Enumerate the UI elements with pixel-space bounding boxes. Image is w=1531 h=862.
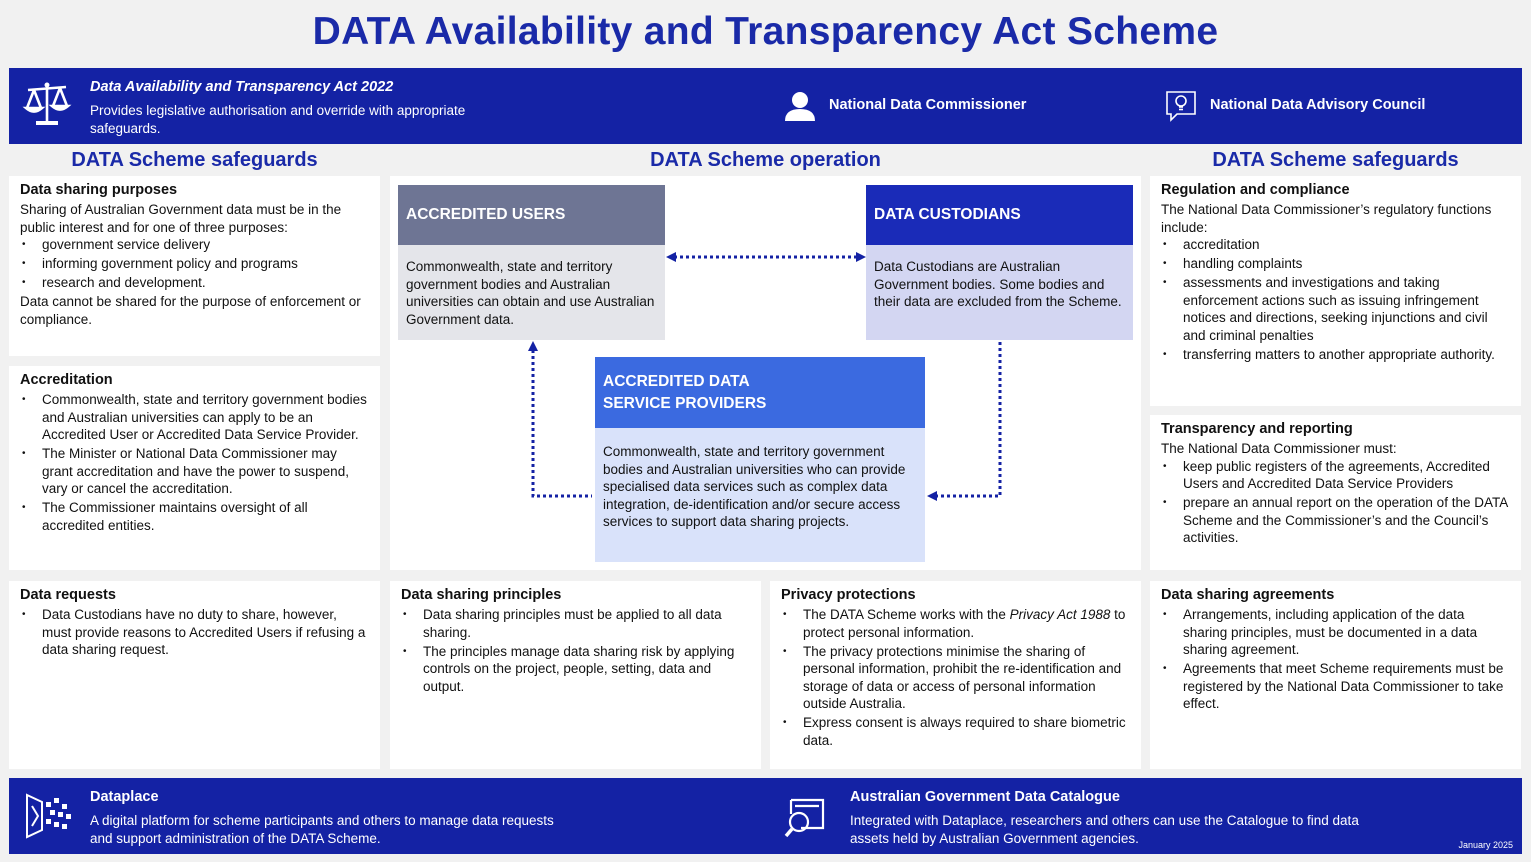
date-label: January 2025 [1458,840,1513,850]
privacy-panel [770,581,1141,769]
list-item: • government service delivery [20,236,369,254]
scales-icon [22,80,72,135]
accreditation-panel [9,366,380,570]
purposes-panel [9,176,380,356]
service-providers-title-line: SERVICE PROVIDERS [603,395,767,412]
dataplace-description: A digital platform for scheme participants and others to manage data requests and support administration of the DATA Scheme. [90,813,554,846]
list-item: • Commonwealth, state and territory government bodies and Australian universities can apply to be an Accredited User or Accredited Data Service Provider. [20,391,369,444]
principles-heading: Data sharing principles [401,587,562,603]
dataplace-title: Dataplace [90,789,159,805]
list-item: • assessments and investigations and taking enforcement actions such as issuing infringement notices and directions, seeking injunctions and civil and criminal penalties [1161,274,1510,344]
page-title: DATA Availability and Transparency Act Scheme [312,10,1219,53]
list-item: • The DATA Scheme works with the Privacy Act 1988 to protect personal information. [781,606,1130,641]
arrow-head [528,341,538,351]
transparency-panel [1150,415,1521,570]
footer-banner [9,778,1522,854]
accredited-users-body: Commonwealth, state and territory government bodies and Australian universities can obtain and use Australian Government data. [398,245,665,340]
requests-heading: Data requests [20,587,116,603]
data-custodians-body: Data Custodians are Australian Government bodies. Some bodies and their data are excluded from the Scheme. [866,245,1133,340]
list-item: • The privacy protections minimise the sharing of personal information, prohibit the re-identification and storage of data or access of personal information outside Australia. [781,643,1130,713]
lightbulb-chat-icon [1165,90,1197,127]
purposes-intro: Sharing of Australian Government data must be in the public interest and for one of three purposes: [20,202,342,235]
person-icon [784,91,816,126]
list-item: • The Commissioner maintains oversight of all accredited entities. [20,499,369,534]
list-item: • transferring matters to another appropriate authority. [1161,346,1510,364]
dataplace-icon [24,792,74,845]
regulation-panel [1150,176,1521,406]
list-item: • Express consent is always required to share biometric data. [781,714,1130,749]
left-section-heading: DATA Scheme safeguards [71,149,318,171]
custodians-to-providers-arrow [936,342,1000,496]
act-description: Provides legislative authorisation and override with appropriate safeguards. [90,103,466,136]
center-section-heading: DATA Scheme operation [650,149,881,171]
catalogue-description: Integrated with Dataplace, researchers and others can use the Catalogue to find data assets held by Australian Government agencies. [850,813,1359,846]
list-item: • Agreements that meet Scheme requirements must be registered by the National Data Commissioner to take effect. [1161,660,1510,713]
act-banner [9,68,1522,144]
accreditation-heading: Accreditation [20,372,113,388]
accredited-users-title: ACCREDITED USERS [398,185,665,245]
list-item: • keep public registers of the agreements, Accredited Users and Accredited Data Service Providers [1161,458,1510,493]
list-item: • accreditation [1161,236,1510,254]
regulation-heading: Regulation and compliance [1161,182,1350,198]
list-item: • informing government policy and programs [20,255,369,273]
flow-arrows [390,176,1141,570]
regulation-intro: The National Data Commissioner’s regulatory functions include: [1161,202,1492,235]
providers-to-users-arrow [533,350,592,496]
list-item: • The Minister or National Data Commissioner may grant accreditation and have the power to suspend, vary or cancel the accreditation. [20,445,369,498]
list-item: • Arrangements, including application of the data sharing principles, must be documented in a data sharing agreement. [1161,606,1510,659]
requests-panel [9,581,380,769]
list-item: • research and development. [20,274,369,292]
catalogue-title: Australian Government Data Catalogue [850,789,1120,805]
purposes-heading: Data sharing purposes [20,182,178,198]
arrow-head [856,252,866,262]
list-item: • handling complaints [1161,255,1510,273]
transparency-heading: Transparency and reporting [1161,421,1353,437]
catalogue-search-icon [783,792,833,845]
agreements-heading: Data sharing agreements [1161,587,1335,603]
agreements-panel [1150,581,1521,769]
list-item: • Data sharing principles must be applied to all data sharing. [401,606,750,641]
principles-panel [390,581,761,769]
act-title: Data Availability and Transparency Act 2022 [90,79,394,95]
right-section-heading: DATA Scheme safeguards [1212,149,1459,171]
purposes-outro: Data cannot be shared for the purpose of enforcement or compliance. [20,294,361,327]
commissioner-label: National Data Commissioner [829,97,1027,113]
arrow-head [666,252,676,262]
data-custodians-title: DATA CUSTODIANS [866,185,1133,245]
privacy-heading: Privacy protections [781,587,916,603]
operation-panel [390,176,1141,570]
council-label: National Data Advisory Council [1210,97,1426,113]
list-item: • Data Custodians have no duty to share, however, must provide reasons to Accredited Users if refusing a data sharing request. [20,606,369,659]
service-providers-body: Commonwealth, state and territory government bodies and Australian universities who can provide specialised data services such as complex data integration, de-identification and/or secure access services to support data sharing projects. [595,428,925,562]
arrow-head [927,491,937,501]
transparency-intro: The National Data Commissioner must: [1161,441,1397,456]
list-item: • The principles manage data sharing risk by applying controls on the project, people, setting, data and output. [401,643,750,696]
service-providers-title-line: ACCREDITED DATA [603,373,750,390]
privacy-act-name: Privacy Act 1988 [1009,607,1111,622]
list-item: • prepare an annual report on the operation of the DATA Scheme and the Commissioner’s and the Council’s activities. [1161,494,1510,547]
